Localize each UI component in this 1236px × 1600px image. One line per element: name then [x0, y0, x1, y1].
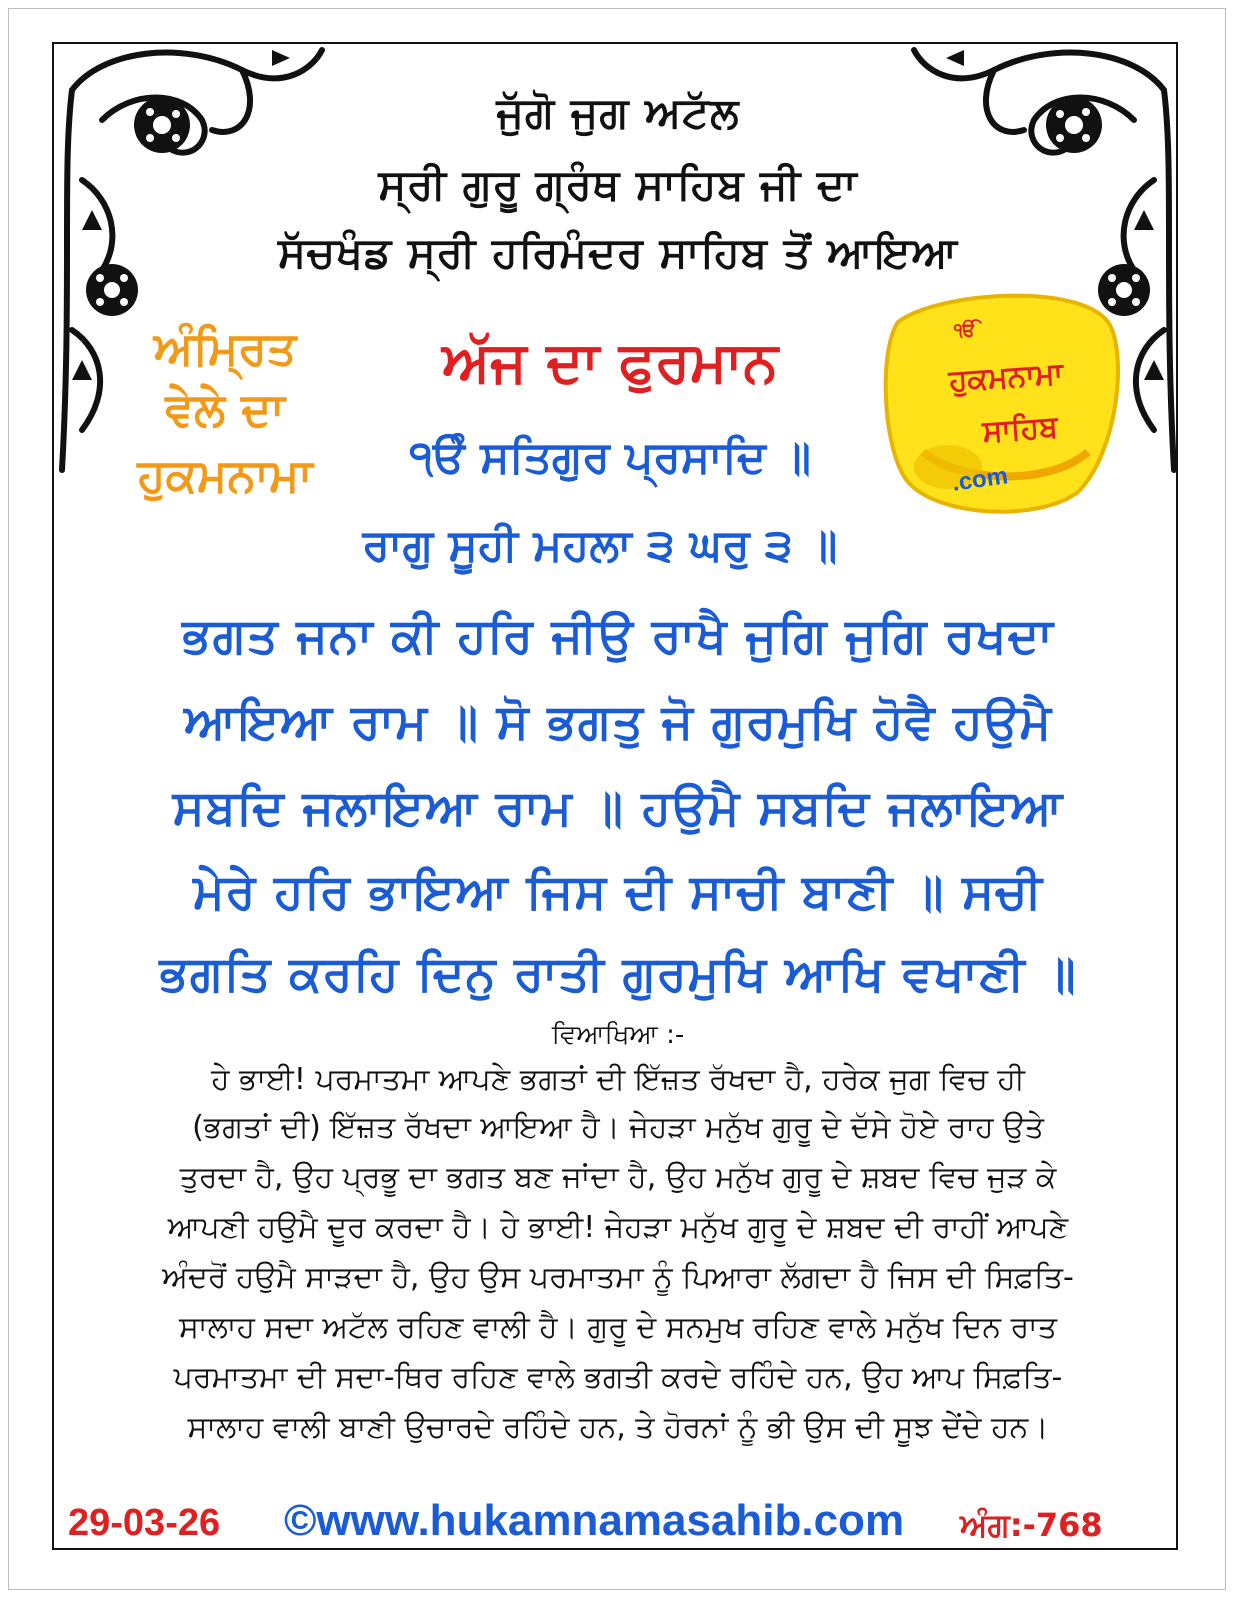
shabad-line: ਮੇਰੇ ਹਰਿ ਭਾਇਆ ਜਿਸ ਦੀ ਸਾਚੀ ਬਾਣੀ ॥ ਸਚੀ	[193, 864, 1043, 920]
header-line-2: ਸ੍ਰੀ ਗੁਰੂ ਗ੍ਰੰਥ ਸਾਹਿਬ ਜੀ ਦਾ	[378, 160, 858, 209]
shabad-line: ਭਗਤ ਜਨਾ ਕੀ ਹਰਿ ਜੀਉ ਰਾਖੈ ਜੁਗਿ ਜੁਗਿ ਰਖਦਾ	[182, 608, 1054, 664]
meaning-line: ਅੰਦਰੋਂ ਹਉਮੈ ਸਾੜਦਾ ਹੈ, ਉਹ ਉਸ ਪਰਮਾਤਮਾ ਨੂੰ ਪਿਆਰਾ ਲੱਗਦਾ ਹੈ ਜਿਸ ਦੀ ਸਿਫ਼ਤਿ-	[162, 1260, 1074, 1295]
footer-date: 29-03-26	[68, 1502, 221, 1544]
shabad-line: ਸਬਦਿ ਜਲਾਇਆ ਰਾਮ ॥ ਹਉਮੈ ਸਬਦਿ ਜਲਾਇਆ	[172, 780, 1064, 836]
footer-website-link[interactable]: ©www.hukamnamasahib.com	[284, 1496, 905, 1545]
meaning-line: ਸਾਲਾਹ ਵਾਲੀ ਬਾਣੀ ਉਚਾਰਦੇ ਰਹਿੰਦੇ ਹਨ, ਤੇ ਹੋਰਨਾਂ ਨੂੰ ਭੀ ਉਸ ਦੀ ਸੂਝ ਦੇਂਦੇ ਹਨ।	[187, 1410, 1049, 1445]
side-title-line-2: ਵੇਲੇ ਦਾ	[165, 382, 285, 436]
side-title-line-3: ਹੁਕਮਨਾਮਾ	[137, 448, 313, 502]
logo-com: .com	[950, 462, 1010, 497]
meaning-line: ਆਪਣੀ ਹਉਮੈ ਦੂਰ ਕਰਦਾ ਹੈ। ਹੇ ਭਾਈ! ਜੇਹੜਾ ਮਨੁੱਖ ਗੁਰੂ ਦੇ ਸ਼ਬਦ ਦੀ ਰਾਹੀਂ ਆਪਣੇ	[167, 1210, 1069, 1245]
raag-line: ਰਾਗੁ ਸੂਹੀ ਮਹਲਾ ੩ ਘਰੁ ੩ ॥	[362, 520, 838, 571]
meaning-line: ਸਾਲਾਹ ਸਦਾ ਅਟੱਲ ਰਹਿਣ ਵਾਲੀ ਹੈ। ਗੁਰੂ ਦੇ ਸਨਮੁਖ ਰਹਿਣ ਵਾਲੇ ਮਨੁੱਖ ਦਿਨ ਰਾਤ	[179, 1310, 1057, 1345]
meaning-line: ਹੇ ਭਾਈ! ਪਰਮਾਤਮਾ ਆਪਣੇ ਭਗਤਾਂ ਦੀ ਇੱਜ਼ਤ ਰੱਖਦਾ ਹੈ, ਹਰੇਕ ਜੁਗ ਵਿਚ ਹੀ	[211, 1062, 1025, 1097]
header-line-3: ਸੱਚਖੰਡ ਸ੍ਰੀ ਹਰਿਮੰਦਰ ਸਾਹਿਬ ਤੋਂ ਆਇਆ	[277, 228, 959, 277]
logo-ik-onkar: ੴ	[954, 320, 976, 341]
shabad-line: ਭਗਤਿ ਕਰਹਿ ਦਿਨੁ ਰਾਤੀ ਗੁਰਮੁਖਿ ਆਖਿ ਵਖਾਣੀ ॥	[159, 946, 1077, 1002]
logo-text-line-2: ਸਾਹਿਬ	[981, 409, 1059, 450]
shabad-line: ਆਇਆ ਰਾਮ ॥ ਸੋ ਭਗਤੁ ਜੋ ਗੁਰਮੁਖਿ ਹੋਵੈ ਹਉਮੈ	[183, 694, 1053, 750]
meaning-line: (ਭਗਤਾਂ ਦੀ) ਇੱਜ਼ਤ ਰੱਖਦਾ ਆਇਆ ਹੈ। ਜੇਹੜਾ ਮਨੁੱਖ ਗੁਰੂ ਦੇ ਦੱਸੇ ਹੋਏ ਰਾਹ ਉਤੇ	[192, 1110, 1044, 1145]
ik-onkar-line: ੧ੳੰ ਸਤਿਗੁਰ ਪ੍ਰਸਾਦਿ ॥	[409, 432, 811, 483]
header-line-1: ਜੁੱਗੋ ਜੁਗ ਅਟੱਲ	[496, 88, 740, 137]
farman-title: ਅੱਜ ਦਾ ਫੁਰਮਾਨ	[442, 330, 778, 395]
footer-ang: ਅੰਗ:-768	[960, 1506, 1103, 1544]
vyakhya-title: ਵਿਆਖਿਆ :-	[551, 1020, 685, 1050]
meaning-line: ਪਰਮਾਤਮਾ ਦੀ ਸਦਾ-ਥਿਰ ਰਹਿਣ ਵਾਲੇ ਭਗਤੀ ਕਰਦੇ ਰਹਿੰਦੇ ਹਨ, ਉਹ ਆਪ ਸਿਫ਼ਤਿ-	[173, 1360, 1063, 1395]
side-title-line-1: ਅੰਮ੍ਰਿਤ	[153, 321, 297, 375]
logo-text-line-1: ਹੁਕਮਨਾਮਾ	[947, 356, 1065, 399]
meaning-line: ਤੁਰਦਾ ਹੈ, ਉਹ ਪ੍ਰਭੂ ਦਾ ਭਗਤ ਬਣ ਜਾਂਦਾ ਹੈ, ਉਹ ਮਨੁੱਖ ਗੁਰੂ ਦੇ ਸ਼ਬਦ ਵਿਚ ਜੁੜ ਕੇ	[179, 1160, 1057, 1195]
